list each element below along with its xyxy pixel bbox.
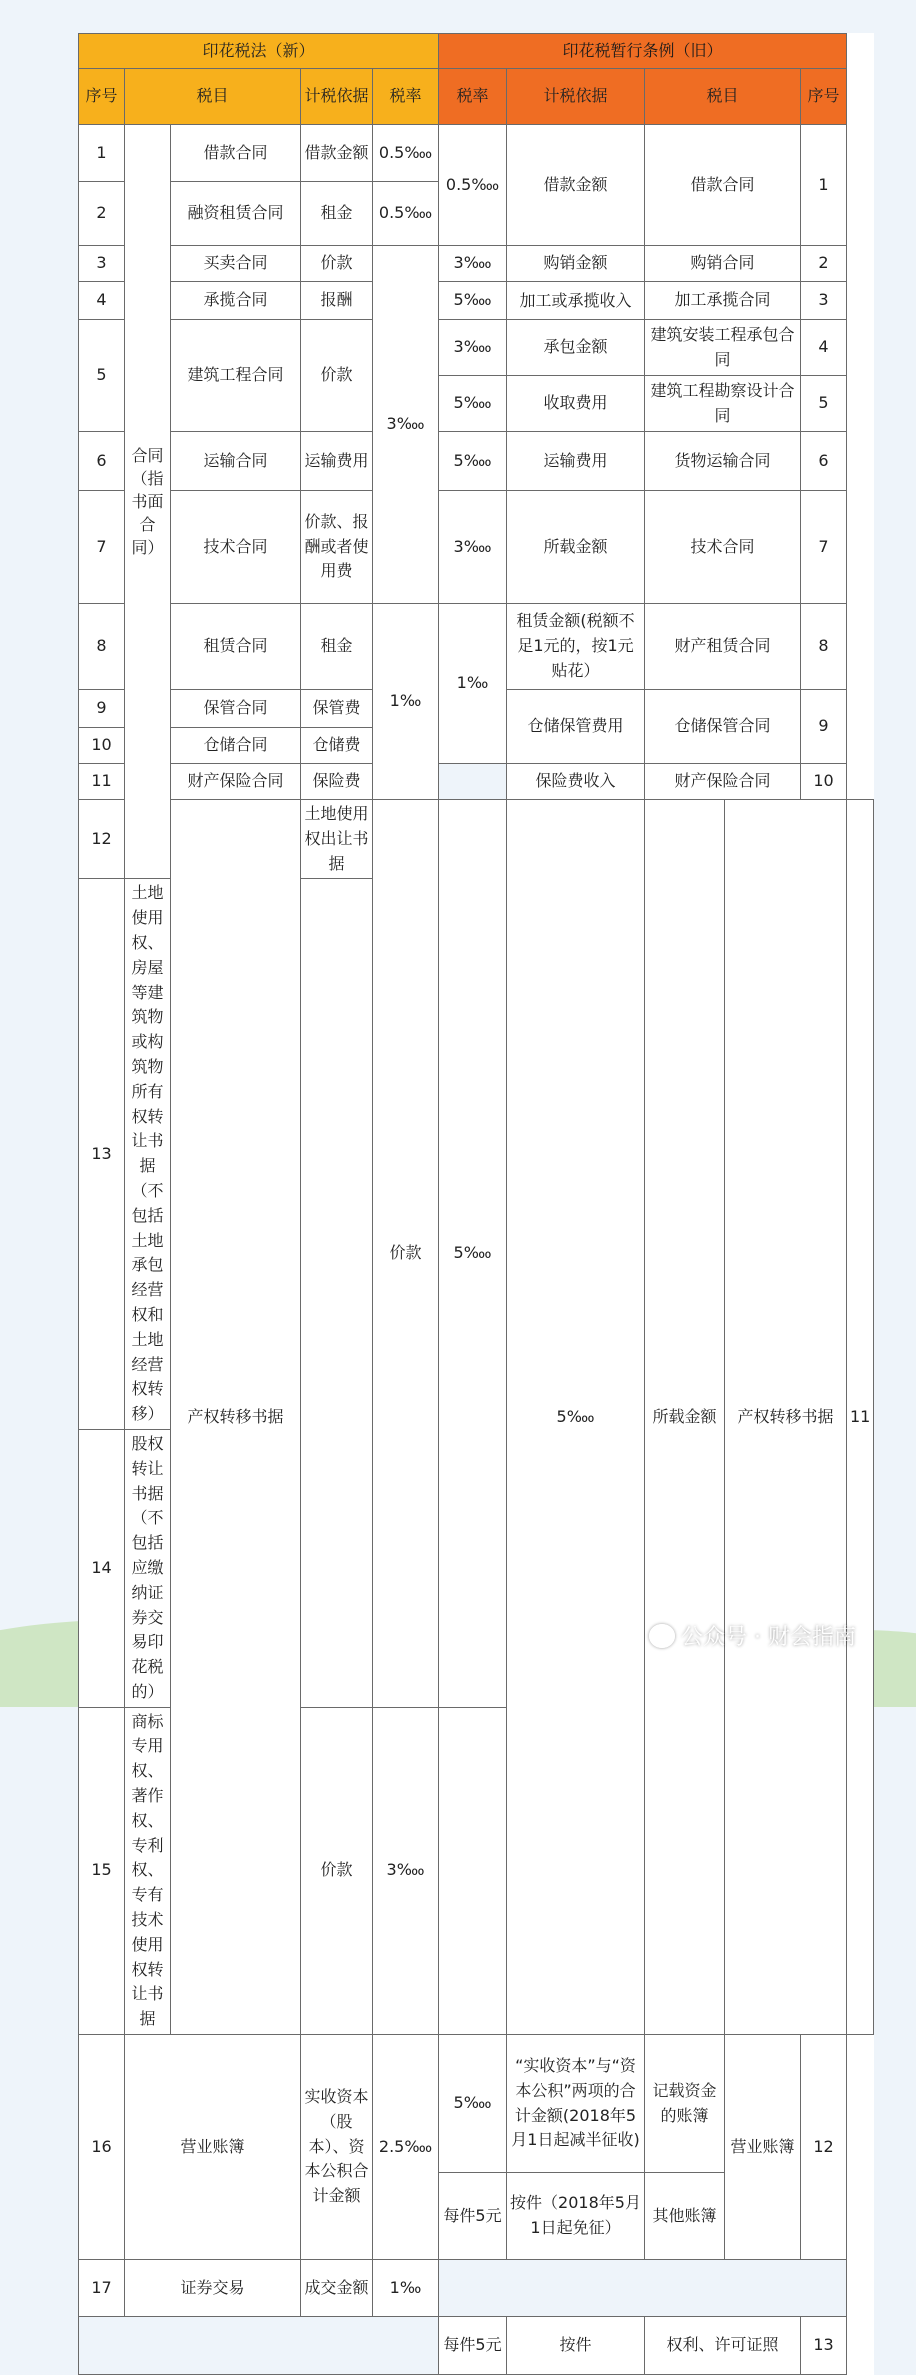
seq-cell: 14 xyxy=(79,1429,125,1707)
stamp-tax-comparison-table xyxy=(78,33,874,2375)
old-subitem-cell: 其他账簿 xyxy=(645,2173,725,2260)
old-empty-cell xyxy=(439,2260,847,2317)
item-cell: 土地使用权出让书据 xyxy=(301,800,373,879)
old-basis-cell: 保险费收入 xyxy=(507,764,645,800)
seq-cell: 2 xyxy=(79,182,125,246)
old-seq-cell: 10 xyxy=(801,764,847,800)
old-basis-cell: 所载金额 xyxy=(507,491,645,604)
basis-cell: 报酬 xyxy=(301,282,373,320)
item-cell: 融资租赁合同 xyxy=(171,182,301,246)
old-basis-cell: 按件（2018年5月1日起免征） xyxy=(507,2173,645,2260)
col-old-rate: 税率 xyxy=(439,69,507,125)
old-seq-cell: 5 xyxy=(801,376,847,432)
old-item-cell: 财产租赁合同 xyxy=(645,604,801,690)
old-basis-cell: 加工或承揽收入 xyxy=(507,282,645,320)
old-rate-cell: 3‱ xyxy=(439,246,507,282)
old-seq-cell: 4 xyxy=(801,320,847,376)
old-basis-cell: 借款金额 xyxy=(507,125,645,246)
old-item-cell: 借款合同 xyxy=(645,125,801,246)
rate-cell: 3‱ xyxy=(373,1707,439,2034)
col-old-seq: 序号 xyxy=(801,69,847,125)
basis-cell: 保险费 xyxy=(301,764,373,800)
old-basis-cell: 按件 xyxy=(507,2317,645,2375)
seq-cell: 10 xyxy=(79,728,125,764)
old-subitem-cell: 记载资金的账簿 xyxy=(645,2035,725,2173)
watermark xyxy=(649,1620,856,1651)
item-cell: 证券交易 xyxy=(125,2260,301,2317)
old-basis-cell: 收取费用 xyxy=(507,376,645,432)
col-seq: 序号 xyxy=(79,69,125,125)
col-old-item: 税目 xyxy=(645,69,801,125)
rate-cell: 0.5‱ xyxy=(373,182,439,246)
old-seq-cell: 8 xyxy=(801,604,847,690)
old-rate-cell: 5‱ xyxy=(507,800,645,2035)
item-cell: 技术合同 xyxy=(171,491,301,604)
old-item-cell: 加工承揽合同 xyxy=(645,282,801,320)
old-basis-cell: 承包金额 xyxy=(507,320,645,376)
old-item-cell: 营业账簿 xyxy=(725,2035,801,2260)
old-seq-cell: 12 xyxy=(801,2035,847,2260)
old-seq-cell: 2 xyxy=(801,246,847,282)
col-item: 税目 xyxy=(125,69,301,125)
rate-cell: 1‰ xyxy=(373,604,439,800)
basis-cell: 价款 xyxy=(373,800,439,1708)
rate-cell: 3‱ xyxy=(373,246,439,604)
item-cell: 运输合同 xyxy=(171,432,301,491)
col-rate: 税率 xyxy=(373,69,439,125)
item-cell: 财产保险合同 xyxy=(171,764,301,800)
seq-cell: 7 xyxy=(79,491,125,604)
item-cell: 土地使用权、房屋等建筑物或构筑物所有权转让书据（不包括土地承包经营权和土地经营权转移） xyxy=(125,879,171,1430)
seq-cell: 3 xyxy=(79,246,125,282)
basis-cell: 租金 xyxy=(301,604,373,690)
old-rate-cell: 5‱ xyxy=(439,432,507,491)
rate-cell: 5‱ xyxy=(439,800,507,1708)
seq-cell: 6 xyxy=(79,432,125,491)
seq-cell: 12 xyxy=(79,800,125,879)
old-rate-empty xyxy=(439,764,507,800)
old-seq-cell: 1 xyxy=(801,125,847,246)
old-basis-cell: 仓储保管费用 xyxy=(507,690,645,764)
old-basis-cell: 租赁金额(税额不足1元的，按1元贴花） xyxy=(507,604,645,690)
item-cell: 租赁合同 xyxy=(171,604,301,690)
old-item-cell: 购销合同 xyxy=(645,246,801,282)
old-item-cell: 仓储保管合同 xyxy=(645,690,801,764)
item-cell: 保管合同 xyxy=(171,690,301,728)
old-item-cell: 权利、许可证照 xyxy=(645,2317,801,2375)
seq-cell: 8 xyxy=(79,604,125,690)
item-cell: 建筑工程合同 xyxy=(171,320,301,432)
seq-cell: 1 xyxy=(79,125,125,182)
item-cell: 借款合同 xyxy=(171,125,301,182)
old-basis-cell: 所载金额 xyxy=(645,800,725,2035)
old-basis-cell: 运输费用 xyxy=(507,432,645,491)
item-cell: 仓储合同 xyxy=(171,728,301,764)
old-basis-cell: “实收资本”与“资本公积”两项的合计金额(2018年5月1日起减半征收) xyxy=(507,2035,645,2173)
item-cell: 营业账簿 xyxy=(125,2035,301,2260)
col-basis: 计税依据 xyxy=(301,69,373,125)
old-rate-cell: 5‱ xyxy=(439,2035,507,2173)
seq-cell: 11 xyxy=(79,764,125,800)
seq-cell: 5 xyxy=(79,320,125,432)
old-rate-cell: 每件5元 xyxy=(439,2173,507,2260)
rate-cell: 2.5‱ xyxy=(373,2035,439,2260)
old-item-cell: 财产保险合同 xyxy=(645,764,801,800)
new-empty-cell xyxy=(79,2317,439,2375)
item-cell: 承揽合同 xyxy=(171,282,301,320)
basis-cell: 实收资本（股本）、资本公积合计金额 xyxy=(301,2035,373,2260)
old-rate-cell: 3‱ xyxy=(439,320,507,376)
seq-cell: 16 xyxy=(79,2035,125,2260)
old-seq-cell: 6 xyxy=(801,432,847,491)
basis-cell: 保管费 xyxy=(301,690,373,728)
item-cell: 股权转让书据（不包括应缴纳证券交易印花税的） xyxy=(125,1429,171,1707)
old-seq-cell: 9 xyxy=(801,690,847,764)
old-item-cell: 技术合同 xyxy=(645,491,801,604)
old-seq-cell: 7 xyxy=(801,491,847,604)
old-rate-cell: 5‱ xyxy=(439,376,507,432)
header-new-law: 印花税法（新） xyxy=(79,34,439,69)
item-cell: 买卖合同 xyxy=(171,246,301,282)
rate-cell: 0.5‱ xyxy=(373,125,439,182)
watermark-text: 公众号 · 财会指南 xyxy=(681,1625,856,1650)
rate-cell: 1‰ xyxy=(373,2260,439,2317)
seq-cell: 9 xyxy=(79,690,125,728)
basis-cell: 租金 xyxy=(301,182,373,246)
seq-cell: 13 xyxy=(79,879,125,1430)
old-seq-cell: 11 xyxy=(847,800,874,2035)
old-rate-cell: 1‰ xyxy=(439,604,507,764)
old-basis-cell: 购销金额 xyxy=(507,246,645,282)
seq-cell: 4 xyxy=(79,282,125,320)
old-item-cell: 货物运输合同 xyxy=(645,432,801,491)
basis-cell: 借款金额 xyxy=(301,125,373,182)
wechat-logo-icon xyxy=(649,1624,675,1648)
basis-cell: 价款、报酬或者使用费 xyxy=(301,491,373,604)
old-item-cell: 建筑安装工程承包合同 xyxy=(645,320,801,376)
old-rate-cell: 5‱ xyxy=(439,282,507,320)
group-property-transfer: 产权转移书据 xyxy=(171,800,301,2035)
old-seq-cell: 13 xyxy=(801,2317,847,2375)
group-contract: 合同（指书面合同） xyxy=(125,125,171,879)
seq-cell: 17 xyxy=(79,2260,125,2317)
basis-cell: 价款 xyxy=(301,320,373,432)
old-rate-cell: 3‱ xyxy=(439,491,507,604)
seq-cell: 15 xyxy=(79,1707,125,2034)
basis-cell: 仓储费 xyxy=(301,728,373,764)
old-seq-cell: 3 xyxy=(801,282,847,320)
basis-cell: 价款 xyxy=(301,246,373,282)
old-item-cell: 产权转移书据 xyxy=(725,800,847,2035)
col-old-basis: 计税依据 xyxy=(507,69,645,125)
basis-cell: 价款 xyxy=(301,1707,373,2034)
item-cell: 商标专用权、著作权、专利权、专有技术使用权转让书据 xyxy=(125,1707,171,2034)
old-item-cell: 建筑工程勘察设计合同 xyxy=(645,376,801,432)
basis-cell: 成交金额 xyxy=(301,2260,373,2317)
old-rate-cell: 0.5‱ xyxy=(439,125,507,246)
old-rate-cell: 每件5元 xyxy=(439,2317,507,2375)
header-old-regulation: 印花税暂行条例（旧） xyxy=(439,34,847,69)
basis-cell: 运输费用 xyxy=(301,432,373,491)
